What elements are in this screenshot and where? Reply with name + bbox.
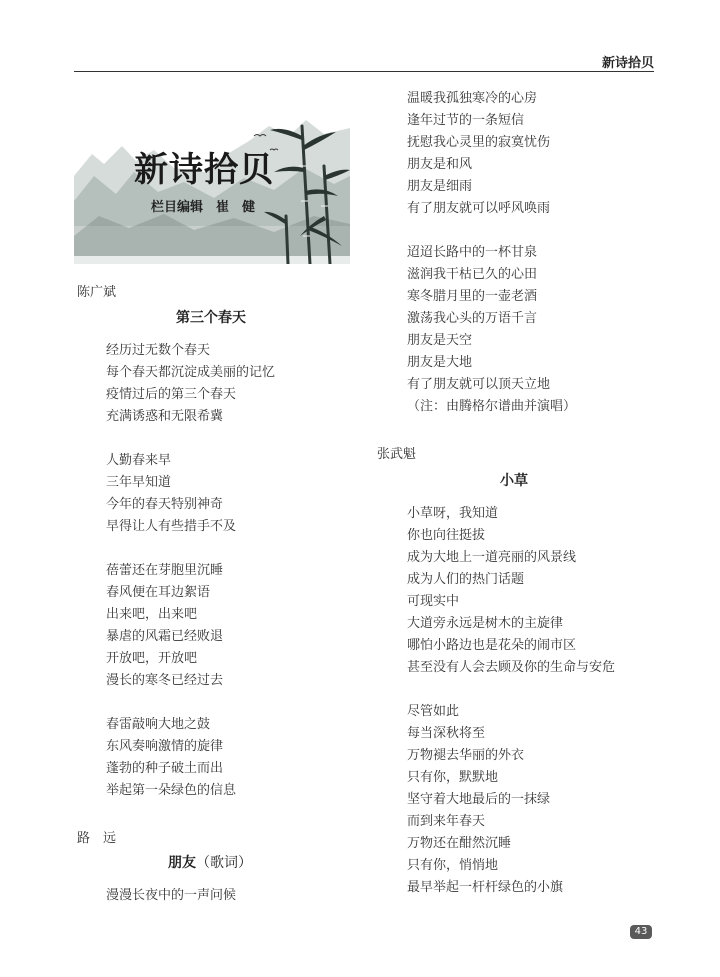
poem-line: 三年早知道: [106, 475, 172, 490]
poem-line: 漫长的寒冬已经过去: [106, 673, 224, 688]
poem-stanza: [106, 885, 236, 907]
poem-line: 经历过无数个春天: [106, 343, 211, 358]
poem-author: 陈广斌: [77, 285, 117, 300]
poem-line: 疫情过后的第三个春天: [106, 387, 237, 402]
poem-line: 举起第一朵绿色的信息: [106, 783, 237, 798]
poem-line: 早得让人有些措手不及: [106, 519, 237, 534]
poem-line: 只有你，默默地: [407, 770, 499, 785]
poem-line: 朋友是大地: [407, 355, 473, 370]
poem-line: 人勤春来早: [106, 453, 172, 468]
poem-line: 有了朋友就可以呼风唤雨: [407, 201, 551, 216]
header-rule: [74, 71, 654, 72]
column-editor-credit: 栏目编辑 崔 健: [151, 200, 256, 215]
poem-stanza: [106, 560, 223, 692]
poem-title: 小草: [500, 473, 528, 489]
poem-line: 最早举起一杆杆绿色的小旗: [407, 880, 564, 895]
poem-author: 张武魁: [377, 447, 417, 462]
running-head: 新诗拾贝: [601, 56, 654, 71]
poem-stanza: [407, 701, 563, 899]
poem-line: 可现实中: [407, 594, 460, 609]
poem-line: 滋润我干枯已久的心田: [407, 267, 538, 282]
poem-stanza: [407, 503, 615, 679]
poem-line: 东风奏响激情的旋律: [106, 739, 224, 754]
poem-line: 充满诱惑和无限希冀: [106, 409, 224, 424]
poem-line: 温暖我孤独寒冷的心房: [407, 91, 538, 106]
poem-line: 迢迢长路中的一杯甘泉: [407, 245, 538, 260]
poem-stanza: [106, 450, 236, 538]
poem-line: 激荡我心头的万语千言: [407, 311, 538, 326]
poem-line: 每当深秋将至: [407, 726, 486, 741]
poem-stanza: [407, 242, 576, 418]
poem-line: 朋友是和风: [407, 157, 473, 172]
poem-stanza: [407, 88, 550, 220]
poem-title-subtitle: （歌词）: [196, 855, 252, 871]
poem-title: 第三个春天: [176, 310, 246, 326]
poem-line: 坚守着大地最后的一抹绿: [407, 792, 551, 807]
poem-line: 蓬勃的种子破土而出: [106, 761, 224, 776]
page-number: 43: [630, 925, 652, 939]
poem-title-text: 朋友: [168, 855, 196, 871]
poem-line: 春雷敲响大地之鼓: [106, 717, 211, 732]
poem-line: 朋友是细雨: [407, 179, 473, 194]
poem-stanza: [106, 714, 236, 802]
column-banner: [74, 106, 350, 264]
poem-line: 开放吧，开放吧: [106, 651, 198, 666]
poem-line: 成为人们的热门话题: [407, 572, 525, 587]
poem-line: 只有你，悄悄地: [407, 858, 499, 873]
poem-line: 逢年过节的一条短信: [407, 113, 525, 128]
poem-line: 哪怕小路边也是花朵的闹市区: [407, 638, 577, 653]
poem-line: 今年的春天特别神奇: [106, 497, 224, 512]
poem-title: [168, 852, 252, 872]
poem-line: 大道旁永远是树木的主旋律: [407, 616, 564, 631]
poem-line: 朋友是天空: [407, 333, 473, 348]
poem-line: 暴虐的风霜已经败退: [106, 629, 224, 644]
poem-line: 每个春天都沉淀成美丽的记忆: [106, 365, 276, 380]
poem-stanza: [106, 340, 275, 428]
poem-line: 蓓蕾还在芽胞里沉睡: [106, 563, 224, 578]
poem-line: 成为大地上一道亮丽的风景线: [407, 550, 577, 565]
poem-line: 你也向往挺拔: [407, 528, 486, 543]
poem-line: 春风便在耳边絮语: [106, 585, 211, 600]
poem-note: （注：由腾格尔谱曲并演唱）: [407, 399, 577, 414]
poem-line: 寒冬腊月里的一壶老酒: [407, 289, 538, 304]
poem-line: 小草呀，我知道: [407, 506, 499, 521]
poem-line: 尽管如此: [407, 704, 460, 719]
poem-line: 抚慰我心灵里的寂寞忧伤: [407, 135, 551, 150]
poem-line: 万物褪去华丽的外衣: [407, 748, 525, 763]
poem-line: 有了朋友就可以顶天立地: [407, 377, 551, 392]
poem-line: 万物还在酣然沉睡: [407, 836, 512, 851]
poem-author: 路 远: [77, 831, 117, 846]
poem-line: 出来吧，出来吧: [106, 607, 198, 622]
poem-line: 甚至没有人会去顾及你的生命与安危: [407, 660, 616, 675]
poem-line: 漫漫长夜中的一声问候: [106, 888, 237, 903]
banner-title: 新诗拾贝: [134, 150, 274, 190]
poem-line: 而到来年春天: [407, 814, 486, 829]
